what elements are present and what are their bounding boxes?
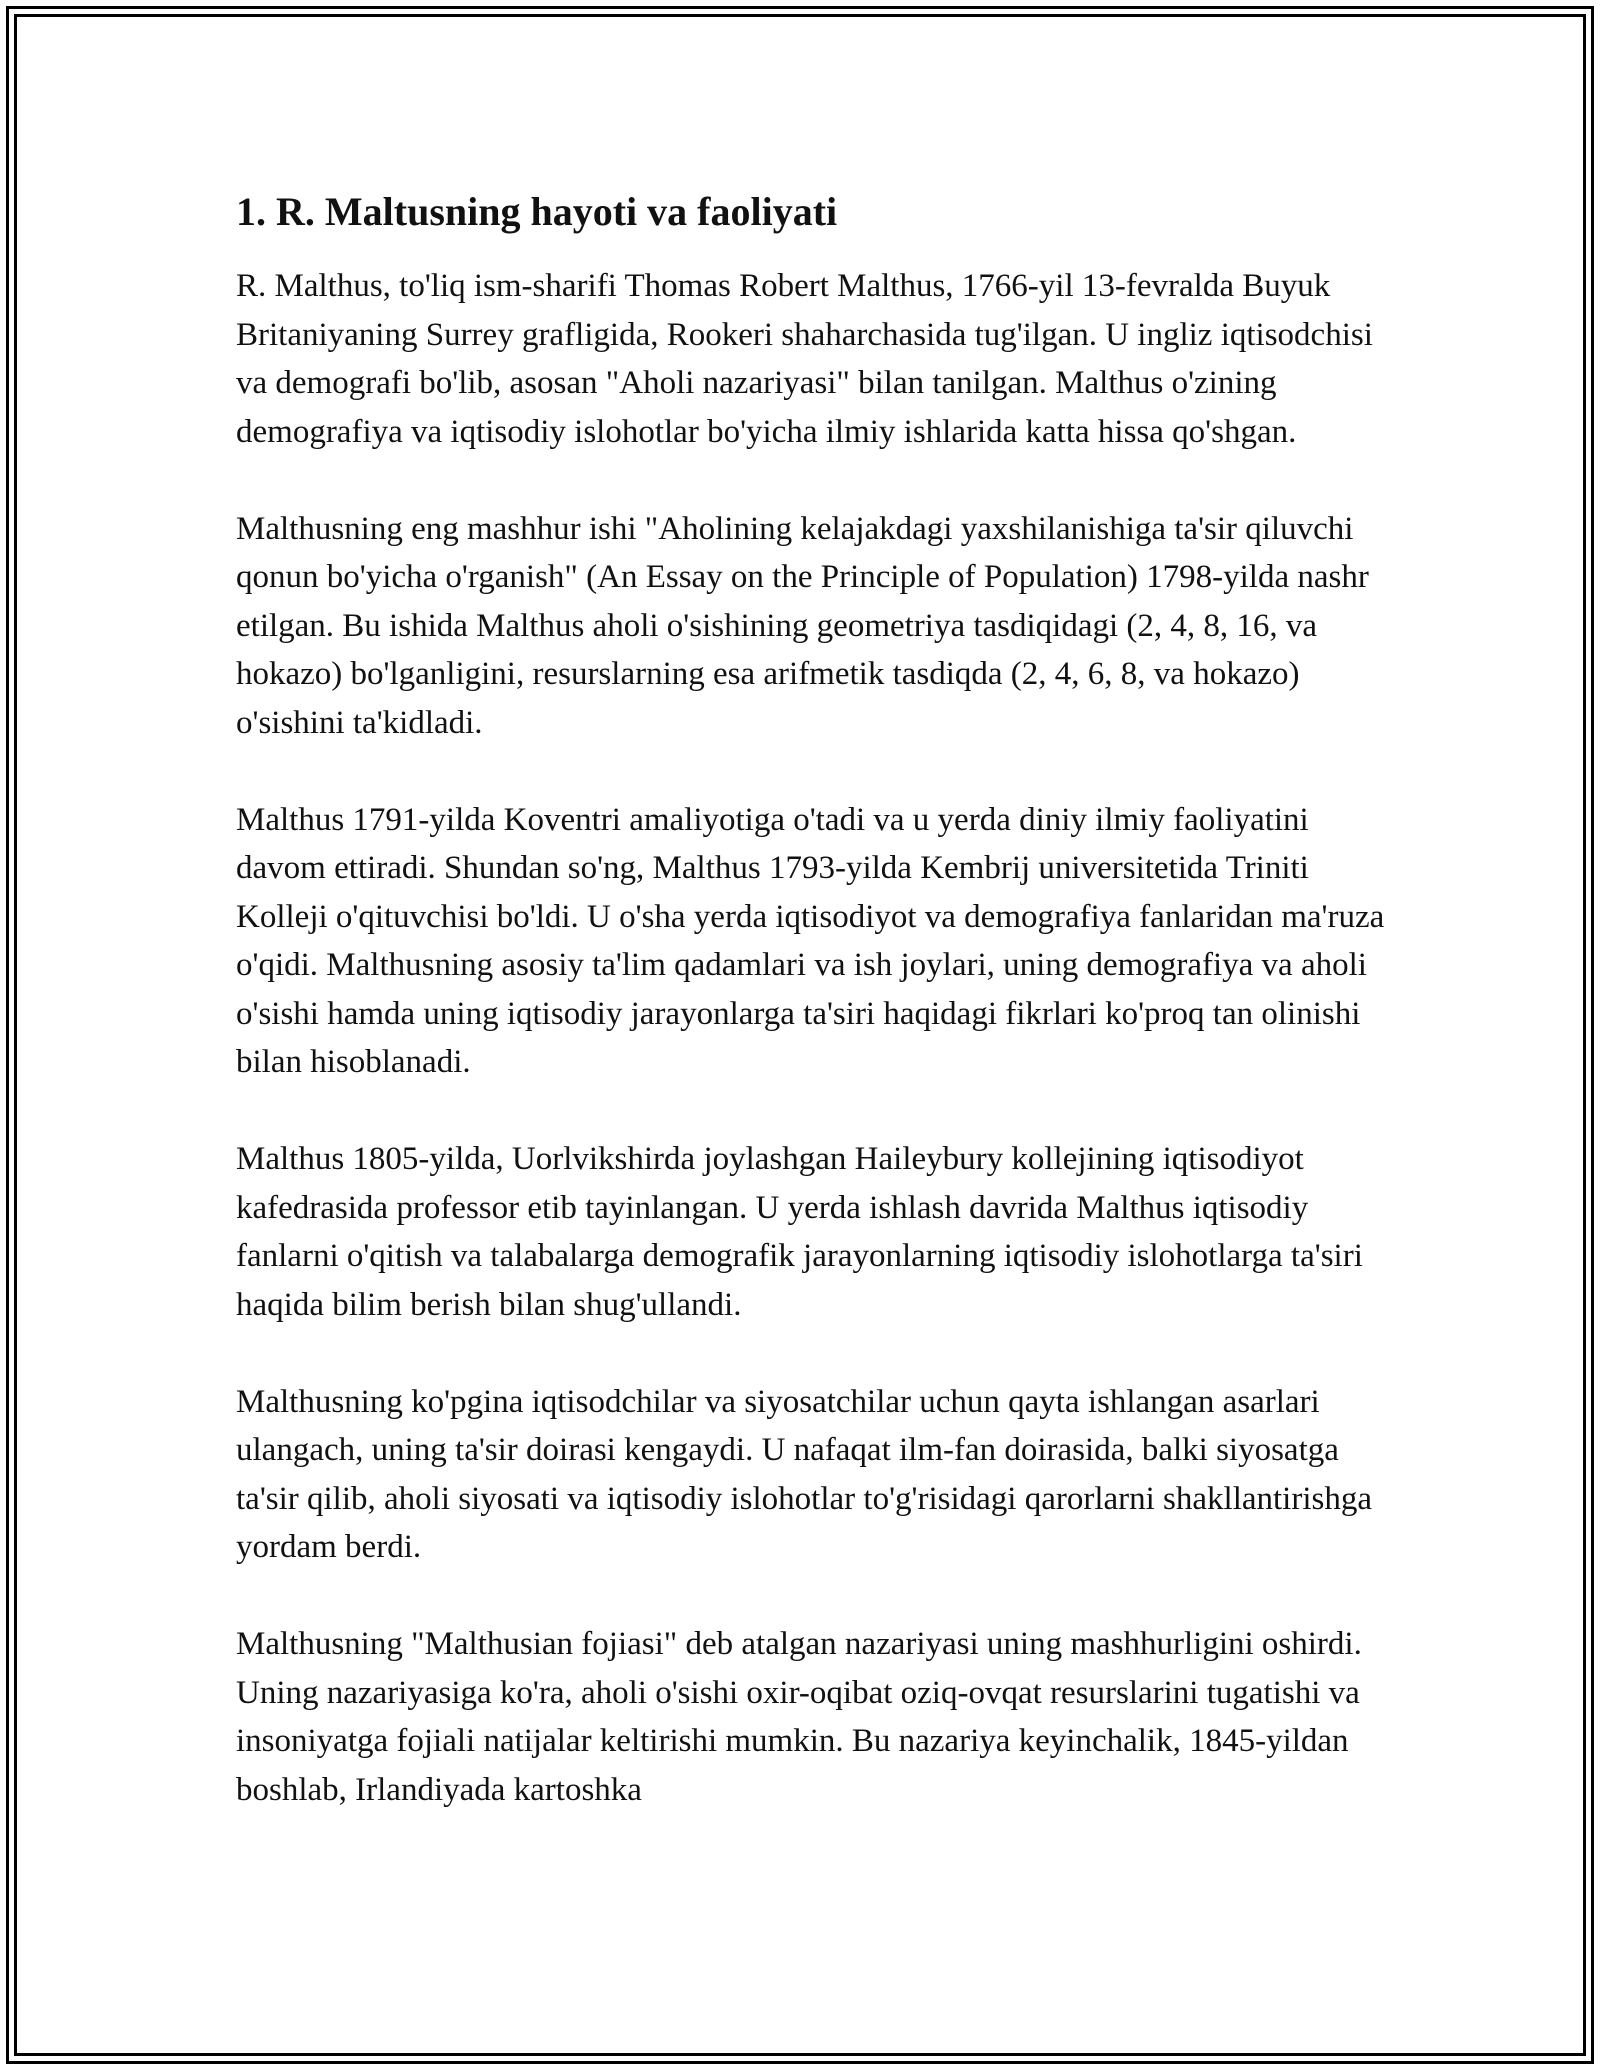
- paragraph-6: Malthusning "Malthusian fojiasi" deb atalgan nazariyasi uning mashhurligini oshirdi. Uning nazariyasiga ko'ra, aholi o'sishi oxir-oqibat oziq-ovqat resurslarini tugatishi va insoniyatga fojiali natijalar keltirishi mumkin. Bu nazariya keyinchalik, 1845-yildan boshlab, Irlandiyada kartoshka: [236, 1626, 1362, 1808]
- page-title: 1. R. Maltusning hayoti va faoliyati: [236, 189, 838, 234]
- paragraph-4: Malthus 1805-yilda, Uorlvikshirda joylashgan Haileybury kollejining iqtisodiyot kafedrasida professor etib tayinlangan. U yerda ishlash davrida Malthus iqtisodiy fanlarni o'qitish va talabalarga demografik jarayonlarning iqtisodiy islohotlarga ta'siri haqida bilim berish bilan shug'ullandi.: [236, 1141, 1363, 1323]
- document-body: [236, 184, 1386, 1863]
- paragraph-5: Malthusning ko'pgina iqtisodchilar va siyosatchilar uchun qayta ishlangan asarlari ulangach, uning ta'sir doirasi kengaydi. U nafaqat ilm-fan doirasida, balki siyosatga ta'sir qilib, aholi siyosati va iqtisodiy islohotlar to'g'risidagi qarorlarni shakllantirishga yordam berdi.: [236, 1383, 1373, 1565]
- paragraph-2: Malthusning eng mashhur ishi "Aholining kelajakdagi yaxshilanishiga ta'sir qiluvchi qonun bo'yicha o'rganish" (An Essay on the Principle of Population) 1798-yilda nashr etilgan. Bu ishida Malthus aholi o'sishining geometriya tasdiqidagi (2, 4, 8, 16, va hokazo) bo'lganligini, resurslarning esa arifmetik tasdiqda (2, 4, 6, 8, va hokazo) o'sishini ta'kidladi.: [236, 510, 1369, 741]
- paragraph-1: R. Malthus, to'liq ism-sharifi Thomas Robert Malthus, 1766-yil 13-fevralda Buyuk Britaniyaning Surrey grafligida, Rookeri shaharchasida tug'ilgan. U ingliz iqtisodchisi va demografi bo'lib, asosan "Aholi nazariyasi" bilan tanilgan. Malthus o'zining demografiya va iqtisodiy islohotlar bo'yicha ilmiy ishlarida katta hissa qo'shgan.: [236, 268, 1373, 450]
- paragraph-3: Malthus 1791-yilda Koventri amaliyotiga o'tadi va u yerda diniy ilmiy faoliyatini davom ettiradi. Shundan so'ng, Malthus 1793-yilda Kembrij universitetida Triniti Kolleji o'qituvchisi bo'ldi. U o'sha yerda iqtisodiyot va demografiya fanlaridan ma'ruza o'qidi. Malthusning asosiy ta'lim qadamlari va ish joylari, uning demografiya va aholi o'sishi hamda uning iqtisodiy jarayonlarga ta'siri haqidagi fikrlari ko'proq tan olinishi bilan hisoblanadi.: [236, 801, 1385, 1080]
